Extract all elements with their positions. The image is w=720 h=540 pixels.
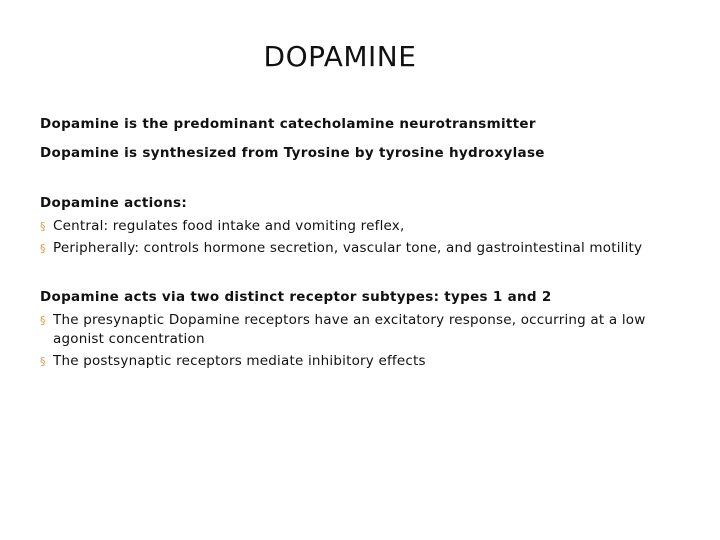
bullet-text: The postsynaptic receptors mediate inhibitory effects <box>53 353 426 369</box>
receptors-heading: Dopamine acts via two distinct receptor subtypes: types 1 and 2 <box>40 289 552 305</box>
slide-body <box>40 113 680 371</box>
bullet-icon: § <box>40 242 46 255</box>
actions-bullet-peripheral <box>40 239 680 258</box>
bullet-icon: § <box>40 314 46 327</box>
bullet-text: Peripherally: controls hormone secretion, vascular tone, and gastrointestinal motility <box>53 240 643 256</box>
bullet-text: The presynaptic Dopamine receptors have an excitatory response, occurring at a low agonist concentration <box>53 312 646 347</box>
bullet-text: Central: regulates food intake and vomiting reflex, <box>53 218 405 234</box>
intro-line-1: Dopamine is the predominant catecholamine neurotransmitter <box>40 116 536 132</box>
slide-title: DOPAMINE <box>263 40 417 73</box>
intro-line-2: Dopamine is synthesized from Tyrosine by tyrosine hydroxylase <box>40 145 545 161</box>
bullet-icon: § <box>40 355 46 368</box>
receptors-bullet-postsynaptic <box>40 352 680 371</box>
receptors-bullet-presynaptic <box>40 311 680 349</box>
actions-bullet-central <box>40 217 680 236</box>
actions-heading: Dopamine actions: <box>40 195 188 211</box>
bullet-icon: § <box>40 220 46 233</box>
